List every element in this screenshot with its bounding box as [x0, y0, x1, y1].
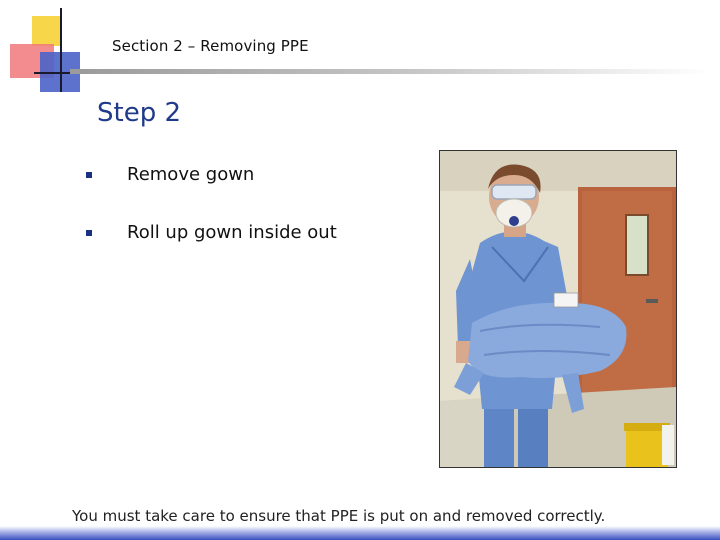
slide-logo-decoration	[0, 0, 110, 95]
gown-removal-photo	[439, 150, 677, 468]
logo-yellow-square	[32, 16, 62, 46]
header-divider	[70, 69, 710, 74]
bullet-item	[84, 160, 404, 218]
footer-note: You must take care to ensure that PPE is put on and removed correctly.	[72, 507, 606, 525]
logo-vertical-line	[60, 8, 62, 92]
slide-title: Step 2	[97, 98, 182, 128]
bullet-marker-icon	[86, 172, 92, 178]
photo-illustration	[440, 151, 676, 467]
section-title: Section 2 – Removing PPE	[112, 37, 309, 55]
bullet-text: Roll up gown inside out	[127, 222, 337, 243]
bullet-text: Remove gown	[127, 164, 255, 185]
bullet-item	[84, 218, 404, 276]
bullet-marker-icon	[86, 230, 92, 236]
footer-bar	[0, 526, 720, 540]
bullet-list	[84, 160, 404, 276]
